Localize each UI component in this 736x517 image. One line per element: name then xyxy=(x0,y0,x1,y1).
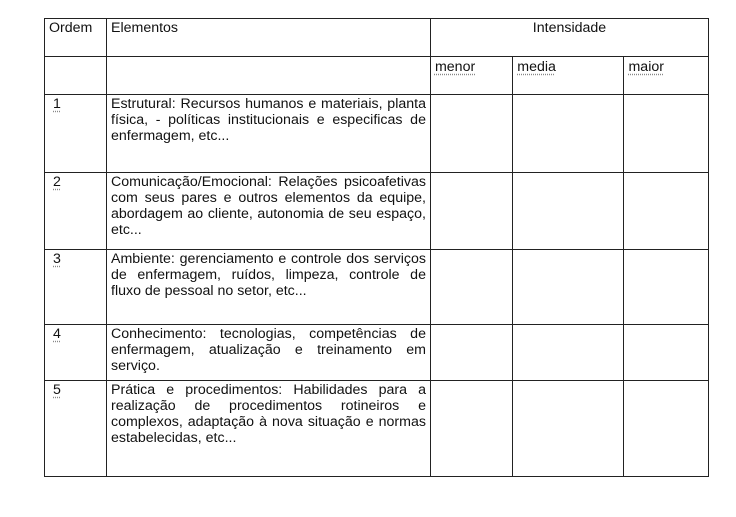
row-element-text: Conhecimento: tecnologias, competências de enfermagem, atualização e treinamento em serviço. xyxy=(107,325,431,381)
scale-menor-label: menor xyxy=(434,59,476,75)
intensity-table xyxy=(44,18,709,477)
scale-maior-label: maior xyxy=(628,59,664,75)
table-row xyxy=(45,381,709,477)
row-number-label: 1 xyxy=(53,96,61,112)
cell-media[interactable] xyxy=(513,381,624,477)
scale-menor xyxy=(430,57,512,95)
scale-empty-elementos xyxy=(107,57,431,95)
scale-empty-ordem xyxy=(45,57,107,95)
cell-menor[interactable] xyxy=(430,325,512,381)
row-number-label: 2 xyxy=(53,174,61,190)
scale-maior xyxy=(624,57,709,95)
header-intensidade: Intensidade xyxy=(430,19,708,57)
row-element-text: Estrutural: Recursos humanos e materiais, planta física, - políticas institucionais e especificas de enfermagem, etc... xyxy=(107,95,431,173)
cell-media[interactable] xyxy=(513,250,624,325)
table-row xyxy=(45,95,709,173)
header-ordem: Ordem xyxy=(45,19,107,57)
row-element-text: Comunicação/Emocional: Relações psicoafetivas com seus pares e outros elementos da equipe, abordagem ao cliente, autonomia de seu espaço, etc... xyxy=(107,173,431,250)
cell-media[interactable] xyxy=(513,325,624,381)
header-row xyxy=(45,19,709,57)
scale-row xyxy=(45,57,709,95)
cell-media[interactable] xyxy=(513,95,624,173)
table-row xyxy=(45,325,709,381)
row-number-label: 5 xyxy=(53,382,61,398)
row-element-text: Ambiente: gerenciamento e controle dos serviços de enfermagem, ruídos, limpeza, controle de fluxo de pessoal no setor, etc... xyxy=(107,250,431,325)
row-number xyxy=(45,173,107,250)
cell-maior[interactable] xyxy=(624,381,709,477)
scale-media xyxy=(513,57,624,95)
row-number xyxy=(45,381,107,477)
cell-media[interactable] xyxy=(513,173,624,250)
header-elementos: Elementos xyxy=(107,19,431,57)
cell-menor[interactable] xyxy=(430,250,512,325)
cell-menor[interactable] xyxy=(430,95,512,173)
row-number xyxy=(45,325,107,381)
cell-maior[interactable] xyxy=(624,250,709,325)
table-row xyxy=(45,250,709,325)
row-number-label: 4 xyxy=(53,326,61,342)
scale-media-label: media xyxy=(517,59,556,75)
cell-maior[interactable] xyxy=(624,95,709,173)
cell-menor[interactable] xyxy=(430,173,512,250)
table-row xyxy=(45,173,709,250)
cell-maior[interactable] xyxy=(624,325,709,381)
row-number xyxy=(45,95,107,173)
cell-maior[interactable] xyxy=(624,173,709,250)
row-number-label: 3 xyxy=(53,251,61,267)
row-element-text: Prática e procedimentos: Habilidades para a realização de procedimentos rotineiros e complexos, adaptação à nova situação e normas estabelecidas, etc... xyxy=(107,381,431,477)
cell-menor[interactable] xyxy=(430,381,512,477)
row-number xyxy=(45,250,107,325)
